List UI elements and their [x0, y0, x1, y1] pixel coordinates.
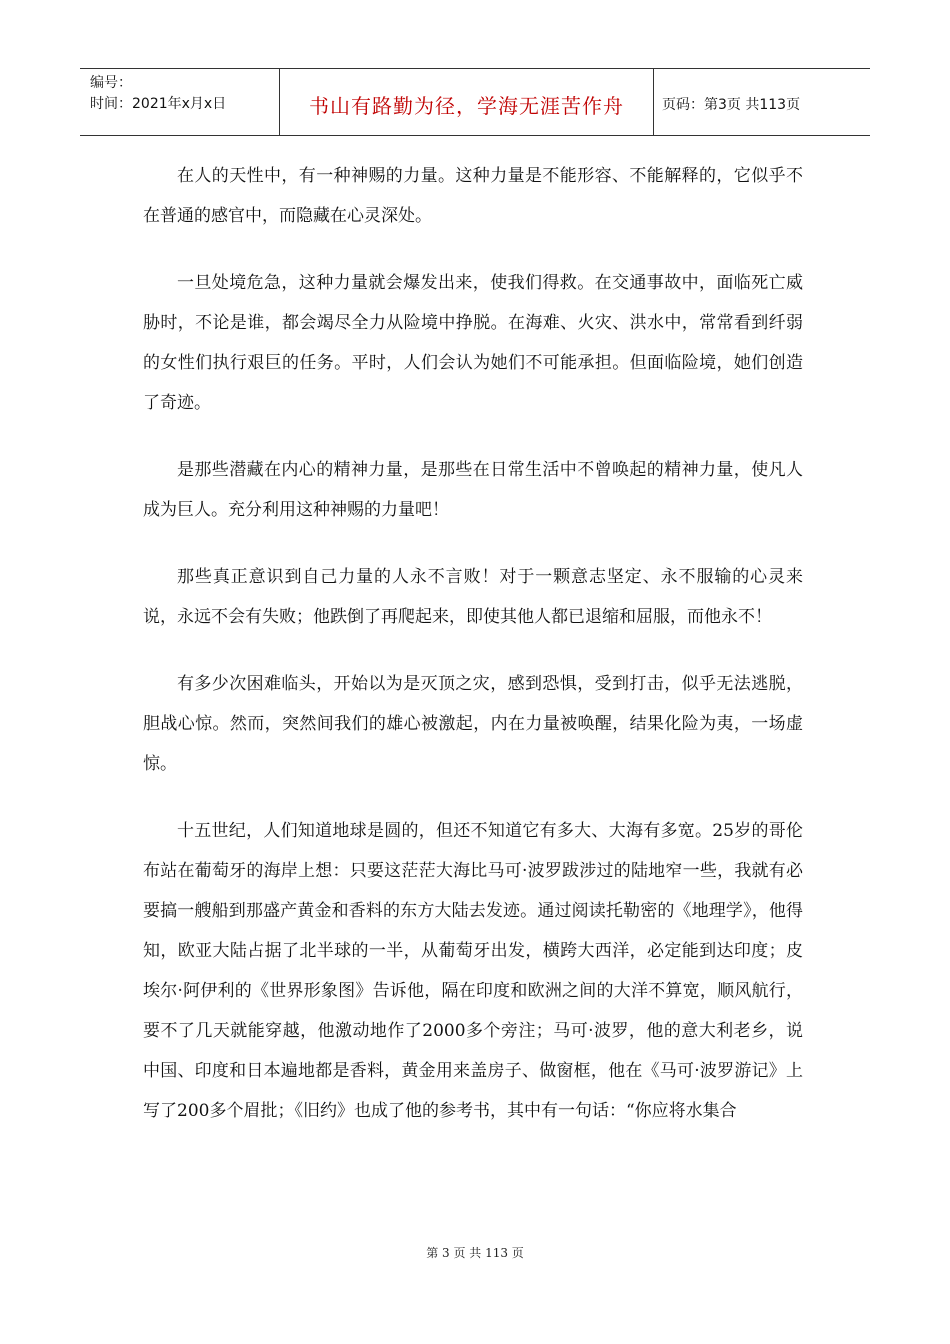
document-header — [80, 68, 870, 136]
paragraph: 有多少次困难临头，开始以为是灭顶之灾，感到恐惧，受到打击，似乎无法逃脱，胆战心惊。然而，突然间我们的雄心被激起，内在力量被唤醒，结果化险为夷，一场虚惊。 — [143, 674, 803, 774]
paragraph: 一旦处境危急，这种力量就会爆发出来，使我们得救。在交通事故中，面临死亡威胁时，不论是谁，都会竭尽全力从险境中挣脱。在海难、火灾、洪水中，常常看到纤弱的女性们执行艰巨的任务。平时，人们会认为她们不可能承担。但面临险境，她们创造了奇迹。 — [143, 273, 803, 413]
document-body — [143, 156, 803, 1158]
header-meta — [80, 69, 280, 135]
document-number-label: 编号： — [90, 75, 132, 91]
header-motto: 书山有路勤为径，学海无涯苦作舟 — [280, 69, 654, 135]
document-time-label: 时间：2021年x月x日 — [90, 96, 227, 112]
paragraph: 十五世纪，人们知道地球是圆的，但还不知道它有多大、大海有多宽。25岁的哥伦布站在葡萄牙的海岸上想：只要这茫茫大海比马可·波罗跋涉过的陆地窄一些，我就有必要搞一艘船到那盛产黄金和香料的东方大陆去发迹。通过阅读托勒密的《地理学》，他得知，欧亚大陆占据了北半球的一半，从葡萄牙出发，横跨大西洋，必定能到达印度；皮埃尔·阿伊利的《世界形象图》告诉他，隔在印度和欧洲之间的大洋不算宽，顺风航行，要不了几天就能穿越，他激动地作了2000多个旁注；马可·波罗，他的意大利老乡，说中国、印度和日本遍地都是香料，黄金用来盖房子、做窗框，他在《马可·波罗游记》上写了200多个眉批；《旧约》也成了他的参考书，其中有一句话：“你应将水集合 — [143, 821, 803, 1121]
page-footer: 第 3 页 共 113 页 — [426, 1246, 524, 1260]
paragraph: 在人的天性中，有一种神赐的力量。这种力量是不能形容、不能解释的，它似乎不在普通的感官中，而隐藏在心灵深处。 — [143, 166, 803, 226]
paragraph: 是那些潜藏在内心的精神力量，是那些在日常生活中不曾唤起的精神力量，使凡人成为巨人。充分利用这种神赐的力量吧！ — [143, 460, 803, 520]
header-page-info: 页码：第3页 共113页 — [662, 97, 801, 113]
paragraph: 那些真正意识到自己力量的人永不言败！对于一颗意志坚定、永不服输的心灵来说，永远不会有失败；他跌倒了再爬起来，即使其他人都已退缩和屈服，而他永不！ — [143, 567, 803, 627]
